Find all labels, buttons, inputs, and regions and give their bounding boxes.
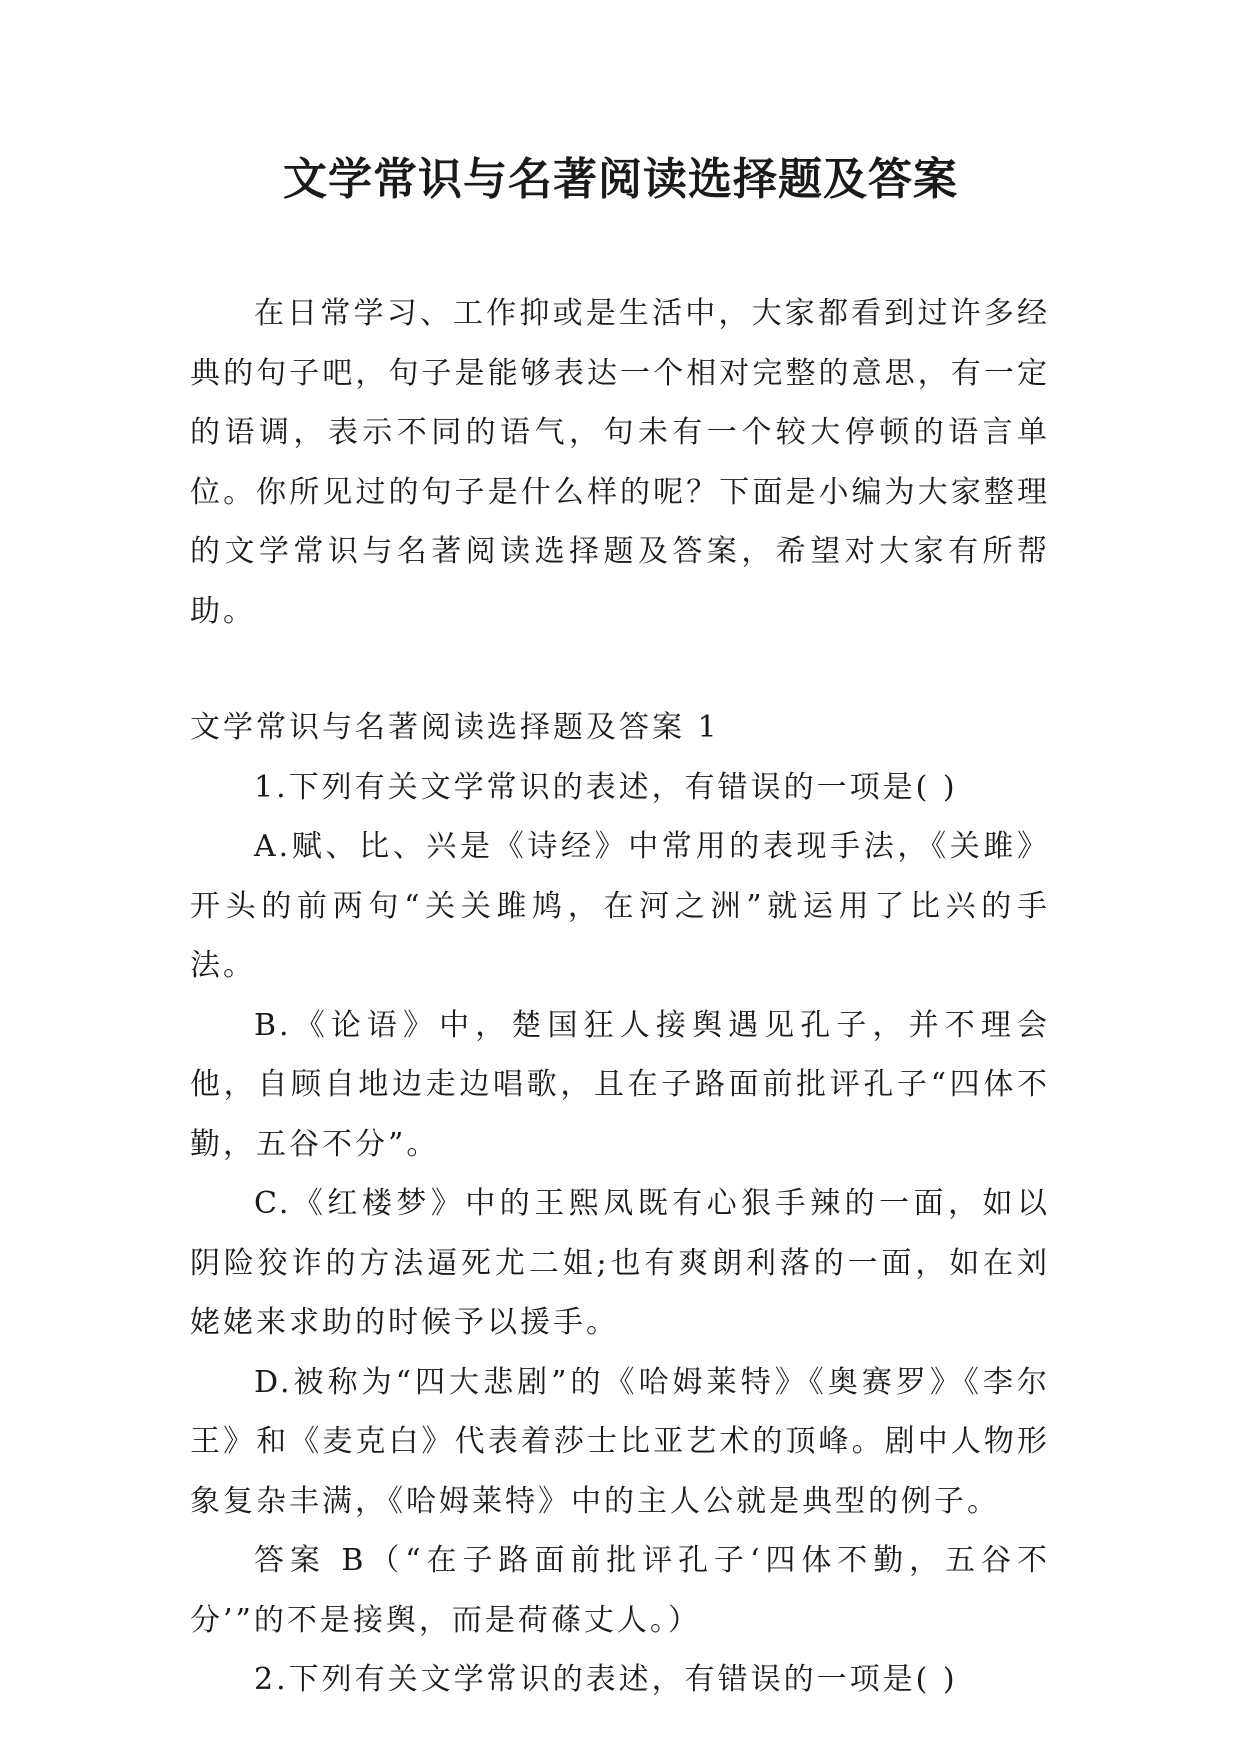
section-heading: 文学常识与名著阅读选择题及答案 1: [190, 710, 720, 745]
question-1-answer: 答案 B（“在子路面前批评孔子‘四体不勤，五谷不分’”的不是接舆，而是荷蓧丈人。）: [190, 1543, 1050, 1638]
question-1-option-a: A.赋、比、兴是《诗经》中常用的表现手法，《关雎》开头的前两句“关关雎鸠，在河之洲”就运用了比兴的手法。: [190, 829, 1050, 983]
document-body: [190, 284, 1050, 1710]
question-1-option-b: B.《论语》中，楚国狂人接舆遇见孔子，并不理会他，自顾自地边走边唱歌，且在子路面前批评孔子“四体不勤，五谷不分”。: [190, 1007, 1050, 1162]
question-2-stem: 2.下列有关文学常识的表述，有错误的一项是( ): [254, 1662, 958, 1697]
question-1-stem: 1.下列有关文学常识的表述，有错误的一项是( ): [254, 769, 958, 805]
question-1-option-c: C.《红楼梦》中的王熙凤既有心狠手辣的一面，如以阴险狡诈的方法逼死尤二姐;也有爽朗利落的一面，如在刘姥姥来求助的时候予以援手。: [190, 1186, 1050, 1340]
document-title: 文学常识与名著阅读选择题及答案: [283, 154, 958, 205]
question-1-option-d: D.被称为“四大悲剧”的《哈姆莱特》《奥赛罗》《李尔王》和《麦克白》代表着莎士比亚艺术的顶峰。剧中人物形象复杂丰满，《哈姆莱特》中的主人公就是典型的例子。: [190, 1364, 1050, 1519]
intro-paragraph: 在日常学习、工作抑或是生活中，大家都看到过许多经典的句子吧，句子是能够表达一个相对完整的意思，有一定的语调，表示不同的语气，句未有一个较大停顿的语言单位。你所见过的句子是什么样的呢？下面是小编为大家整理的文学常识与名著阅读选择题及答案，希望对大家有所帮助。: [190, 296, 1050, 629]
paragraph-spacer: [190, 641, 1050, 698]
